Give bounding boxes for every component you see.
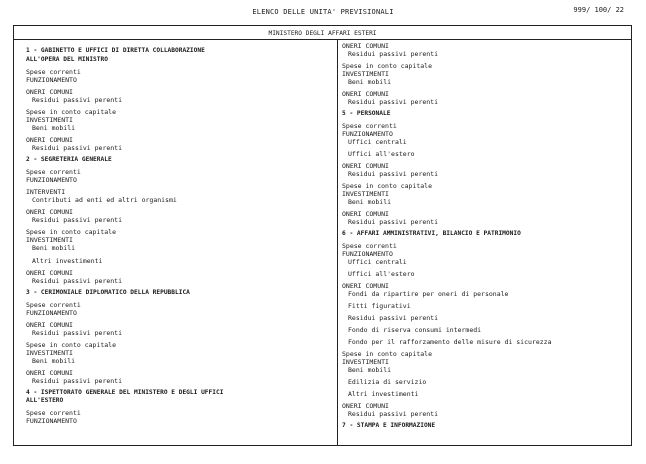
budget-line-item: Spese in conto capitale <box>342 182 433 190</box>
budget-line-item: Residui passivi perenti <box>348 170 439 178</box>
section-heading: 1 - GABINETTO E UFFICI DI DIRETTA COLLABORAZIONE <box>26 47 205 54</box>
budget-line-item: ONERI COMUNI <box>342 162 389 170</box>
budget-line-item: Spese correnti <box>26 409 81 417</box>
budget-line-item: Residui passivi perenti <box>348 98 439 106</box>
budget-line-item: Fondo di riserva consumi intermedi <box>348 326 482 334</box>
budget-line-item: Residui passivi perenti <box>32 144 123 152</box>
budget-line-item: Spese correnti <box>26 68 81 76</box>
budget-line-item: Residui passivi perenti <box>32 329 123 337</box>
budget-line-item: Beni mobili <box>32 124 76 132</box>
budget-line-item: ONERI COMUNI <box>342 402 389 410</box>
budget-line-item: Beni mobili <box>348 366 392 374</box>
budget-line-item: Uffici all'estero <box>348 270 415 278</box>
budget-line-item: Beni mobili <box>32 244 76 252</box>
budget-line-item: Contributi ad enti ed altri organismi <box>32 196 177 204</box>
budget-line-item: Altri investimenti <box>32 257 103 265</box>
budget-line-item: Fondo per il rafforzamento delle misure di sicurezza <box>348 338 552 346</box>
budget-line-item: ONERI COMUNI <box>26 369 73 377</box>
budget-line-item: Spese correnti <box>342 242 397 250</box>
budget-line-item: INVESTIMENTI <box>26 349 73 357</box>
budget-line-item: Fitti figurativi <box>348 302 411 310</box>
budget-line-item: INVESTIMENTI <box>342 358 389 366</box>
budget-line-item: Spese correnti <box>26 301 81 309</box>
budget-line-item: ONERI COMUNI <box>342 282 389 290</box>
budget-units-table <box>13 40 632 446</box>
budget-line-item: INVESTIMENTI <box>342 70 389 78</box>
section-heading: 3 - CERIMONIALE DIPLOMATICO DELLA REPUBBLICA <box>26 289 190 296</box>
budget-line-item: ONERI COMUNI <box>342 90 389 98</box>
budget-line-item: Spese in conto capitale <box>26 228 117 236</box>
ministry-title-box <box>13 25 632 40</box>
budget-line-item: Spese in conto capitale <box>26 108 117 116</box>
budget-line-item: ONERI COMUNI <box>342 42 389 50</box>
budget-line-item: Spese correnti <box>26 168 81 176</box>
budget-line-item: Residui passivi perenti <box>32 216 123 224</box>
budget-line-item: ONERI COMUNI <box>26 208 73 216</box>
budget-line-item: ONERI COMUNI <box>342 210 389 218</box>
budget-line-item: FUNZIONAMENTO <box>342 130 393 138</box>
budget-line-item: Uffici centrali <box>348 258 407 266</box>
budget-line-item: INVESTIMENTI <box>342 190 389 198</box>
budget-line-item: FUNZIONAMENTO <box>26 309 77 317</box>
budget-line-item: Spese in conto capitale <box>26 341 117 349</box>
budget-line-item: Beni mobili <box>348 198 392 206</box>
ministry-name: MINISTERO DEGLI AFFARI ESTERI <box>268 30 377 37</box>
document-title: ELENCO DELLE UNITA' PREVISIONALI <box>252 8 394 16</box>
budget-line-item: FUNZIONAMENTO <box>26 76 77 84</box>
budget-line-item: Beni mobili <box>32 357 76 365</box>
budget-line-item: ONERI COMUNI <box>26 88 73 96</box>
section-heading: 7 - STAMPA E INFORMAZIONE <box>342 422 436 429</box>
budget-line-item: Residui passivi perenti <box>348 50 439 58</box>
budget-line-item: Beni mobili <box>348 78 392 86</box>
budget-line-item: Edilizia di servizio <box>348 378 427 386</box>
budget-line-item: Residui passivi perenti <box>348 314 439 322</box>
budget-line-item: INTERVENTI <box>26 188 66 196</box>
budget-line-item: Spese in conto capitale <box>342 350 433 358</box>
budget-line-item: Spese correnti <box>342 122 397 130</box>
budget-line-item: Spese in conto capitale <box>342 62 433 70</box>
budget-line-item: Residui passivi perenti <box>32 277 123 285</box>
budget-line-item: INVESTIMENTI <box>26 236 73 244</box>
section-heading: ALL'OPERA DEL MINISTRO <box>26 56 108 63</box>
budget-line-item: Residui passivi perenti <box>348 410 439 418</box>
budget-line-item: INVESTIMENTI <box>26 116 73 124</box>
section-heading: 2 - SEGRETERIA GENERALE <box>26 156 112 163</box>
budget-line-item: Residui passivi perenti <box>348 218 439 226</box>
document-code: 999/ 100/ 22 <box>573 6 624 14</box>
budget-line-item: Uffici centrali <box>348 138 407 146</box>
section-heading: 5 - PERSONALE <box>342 110 391 117</box>
budget-line-item: Residui passivi perenti <box>32 96 123 104</box>
section-heading: 4 - ISPETTORATO GENERALE DEL MINISTERO E DEGLI UFFICI <box>26 389 224 396</box>
budget-line-item: ONERI COMUNI <box>26 321 73 329</box>
budget-line-item: ONERI COMUNI <box>26 269 73 277</box>
budget-line-item: Residui passivi perenti <box>32 377 123 385</box>
section-heading: ALL'ESTERO <box>26 397 64 404</box>
section-heading: 6 - AFFARI AMMINISTRATIVI, BILANCIO E PATRIMONIO <box>342 230 521 237</box>
budget-line-item: ONERI COMUNI <box>26 136 73 144</box>
budget-line-item: FUNZIONAMENTO <box>26 176 77 184</box>
column-divider <box>337 40 338 445</box>
budget-line-item: Altri investimenti <box>348 390 419 398</box>
budget-line-item: Uffici all'estero <box>348 150 415 158</box>
budget-line-item: Fondi da ripartire per oneri di personale <box>348 290 509 298</box>
budget-line-item: FUNZIONAMENTO <box>26 417 77 425</box>
budget-line-item: FUNZIONAMENTO <box>342 250 393 258</box>
